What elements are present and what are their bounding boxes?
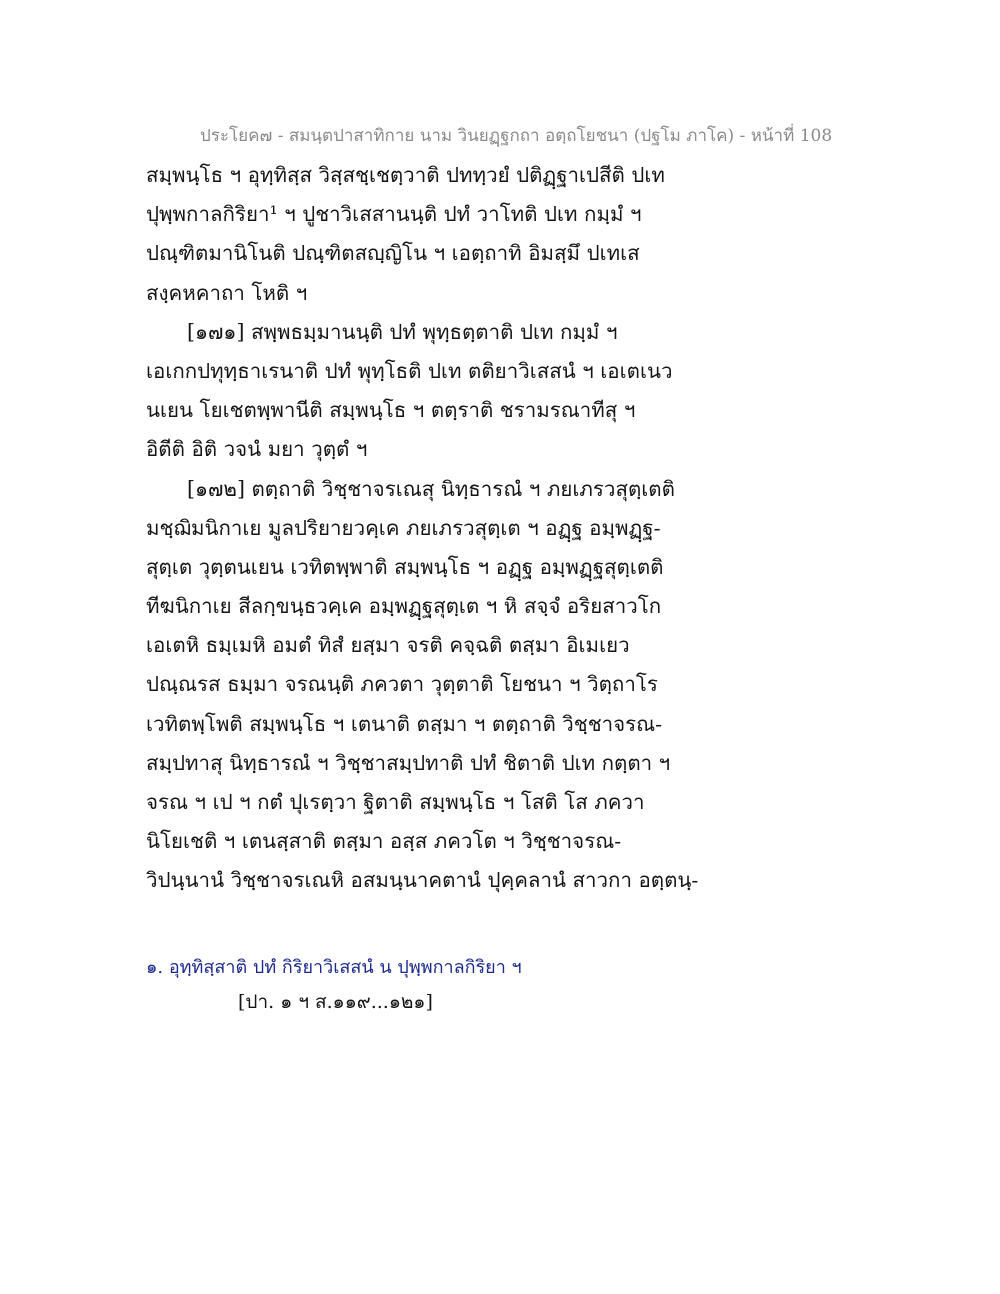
body-line-10: มชฺฌิมนิกาเย มูลปริยายวคฺเค ภยเภรวสุตฺเต ฯ อฏฺฐ อมฺพฏฺฐ- xyxy=(146,515,661,540)
body-line-8: อิตีติ อิติ วจนํ มยา วุตฺตํ ฯ xyxy=(146,437,368,462)
body-line-4: สงฺคหคาถา โหติ ฯ xyxy=(146,280,308,305)
body-line-16: สมฺปทาสุ นิทฺธารณํ ฯ วิชฺชาสมฺปทาติ ปทํ ชิตาติ ปเท กตฺตา ฯ xyxy=(146,750,671,775)
body-line-3: ปณฺฑิตมานิโนติ ปณฺฑิตสญฺญิโน ฯ เอตฺถาทิ อิมสฺมึ ปเทเส xyxy=(146,241,640,266)
body-line-7: นเยน โยเชตพฺพานีติ สมฺพนฺโธ ฯ ตตฺราติ ชรามรณาทีสุ ฯ xyxy=(146,398,636,423)
page-header: ประโยค๗ - สมนฺตปาสาทิกาย นาม วินยฏฺฐกถา อตฺถโยชนา (ปฐโม ภาโค) - หน้าที่ 108 xyxy=(200,126,833,146)
body-line-13: เอเตหิ ธมฺเมหิ อมตํ ทิสํ ยสฺมา จรติ คจฺฉติ ตสฺมา อิเมเยว xyxy=(146,633,630,658)
body-line-11: สุตฺเต วุตฺตนเยน เวทิตพฺพาติ สมฺพนฺโธ ฯ อฏฺฐ อมฺพฏฺฐสุตฺเตติ xyxy=(146,554,664,579)
body-text xyxy=(146,156,846,901)
footnote: ๑. อุทฺทิสฺสาติ ปทํ กิริยาวิเสสนํ น ปุพฺพกาลกิริยา ฯ xyxy=(146,957,522,978)
body-line-18: นิโยเชติ ฯ เตนสฺสาติ ตสฺมา อสฺส ภควโต ฯ วิชฺชาจรณ- xyxy=(146,829,622,854)
body-line-9: [๑๗๒] ตตฺถาติ วิชฺชาจรเณสุ นิทฺธารณํ ฯ ภยเภรวสุตฺเตติ xyxy=(187,476,675,501)
body-line-17: จรณ ฯ เป ฯ กตํ ปุเรตฺวา ฐิตาติ สมฺพนฺโธ ฯ โสติ โส ภควา xyxy=(146,790,645,814)
body-line-2: ปุพฺพกาลกิริยา¹ ฯ ปูชาวิเสสานนฺติ ปทํ วาโทติ ปเท กมฺมํ ฯ xyxy=(146,202,642,227)
body-line-1: สมฺพนฺโธ ฯ อุทฺทิสฺส วิสฺสชฺเชตฺวาติ ปททฺวยํ ปติฏฺฐาเปสีติ ปเท xyxy=(146,163,665,187)
body-line-15: เวทิตพฺโพติ สมฺพนฺโธ ฯ เตนาติ ตสฺมา ฯ ตตฺถาติ วิชฺชาจรณ- xyxy=(146,711,663,736)
body-line-5: [๑๗๑] สพฺพธมฺมานนฺติ ปทํ พุทฺธตฺตาติ ปเท กมฺมํ ฯ xyxy=(187,319,618,344)
body-line-14: ปณฺณรส ธมฺมา จรณนฺติ ภควตา วุตฺตาติ โยชนา ฯ วิตฺถาโร xyxy=(146,672,658,697)
body-line-6: เอเกกปทุทฺธาเรนาติ ปทํ พุทฺโธติ ปเท ตติยาวิเสสนํ ฯ เอเตเนว xyxy=(146,358,673,383)
body-line-12: ทีฆนิกาเย สีลกฺขนฺธวคฺเค อมฺพฏฺฐสุตฺเต ฯ หิ สจฺจํ อริยสาวโก xyxy=(146,594,662,619)
body-line-19: วิปนฺนานํ วิชฺชาจรเณหิ อสมนฺนาคตานํ ปุคฺคลานํ สาวกา อตฺตนฺ- xyxy=(146,868,699,893)
page-reference: [ปา. ๑ ฯ ส.๑๑๙...๑๒๑] xyxy=(238,991,433,1013)
